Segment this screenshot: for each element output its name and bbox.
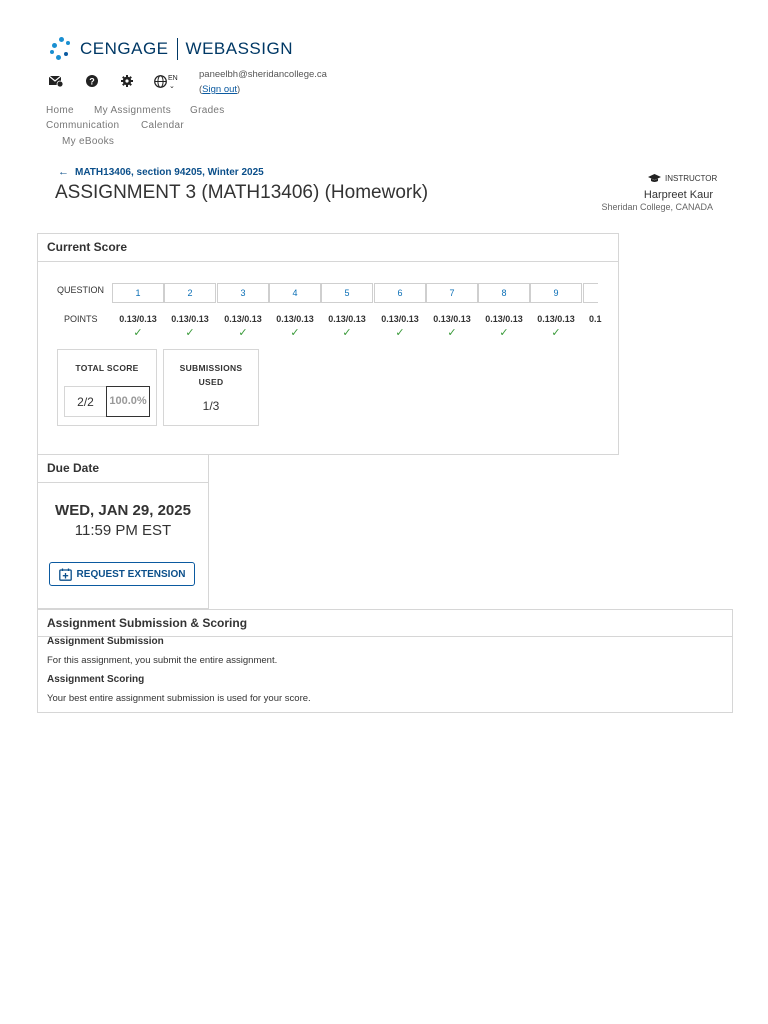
check-icon: ✓	[133, 327, 143, 339]
submissions-label-1: SUBMISSIONS	[179, 363, 243, 373]
language-code: EN	[168, 74, 178, 82]
submissions-box	[163, 349, 259, 426]
question-points: 0.13/0.13	[328, 314, 366, 324]
nav-grades[interactable]: Grades	[190, 105, 225, 116]
question-points: 0.13/0.13	[381, 314, 419, 324]
due-date-heading: Due Date	[38, 455, 208, 483]
question-10-link[interactable]	[583, 283, 598, 303]
due-date: WED, JAN 29, 2025	[55, 502, 191, 519]
nav-calendar[interactable]: Calendar	[141, 120, 184, 131]
sign-out-link[interactable]: Sign out	[202, 84, 238, 95]
check-icon: ✓	[499, 327, 509, 339]
instructor-label-text: INSTRUCTOR	[665, 174, 718, 183]
due-time: 11:59 PM EST	[74, 522, 172, 539]
language-selector[interactable]	[154, 73, 180, 89]
assignment-submission-heading: Assignment Submission	[47, 636, 164, 647]
logo-divider	[177, 38, 178, 60]
gear-icon[interactable]	[119, 73, 135, 89]
check-icon: ✓	[342, 327, 352, 339]
calendar-plus-icon	[59, 568, 72, 581]
question-4-link[interactable]: 4	[269, 283, 321, 303]
nav-home[interactable]: Home	[46, 105, 74, 116]
question-points: 0.13/0.13	[171, 314, 209, 324]
nav-my-assignments[interactable]: My Assignments	[94, 105, 172, 116]
question-6-link[interactable]: 6	[374, 283, 426, 303]
help-icon[interactable]	[84, 73, 100, 89]
submissions-value: 1/3	[202, 399, 220, 413]
mail-settings-icon[interactable]	[48, 73, 64, 89]
question-points: 0.13/0.13	[537, 314, 575, 324]
question-label: QUESTION	[57, 285, 105, 295]
assignment-submission-text: For this assignment, you submit the entire assignment.	[47, 655, 278, 666]
question-points: 0.13/0.13	[433, 314, 471, 324]
nav-communication[interactable]: Communication	[46, 120, 120, 131]
question-points: 0.1	[589, 314, 602, 324]
nav-my-ebooks[interactable]: My eBooks	[62, 136, 115, 147]
brand-webassign: WEBASSIGN	[185, 39, 293, 58]
brand-cengage: CENGAGE	[80, 39, 169, 58]
question-3-link[interactable]: 3	[217, 283, 269, 303]
arrow-left-icon: ←	[58, 166, 69, 178]
globe-icon	[154, 75, 167, 88]
page-title: ASSIGNMENT 3 (MATH13406) (Homework)	[55, 182, 429, 203]
question-points: 0.13/0.13	[119, 314, 157, 324]
svg-text:?: ?	[89, 76, 95, 87]
check-icon: ✓	[290, 327, 300, 339]
question-points: 0.13/0.13	[485, 314, 523, 324]
submissions-label-2: USED	[198, 377, 224, 387]
question-7-link[interactable]: 7	[426, 283, 478, 303]
cengage-webassign-logo[interactable]	[50, 37, 293, 61]
check-icon: ✓	[238, 327, 248, 339]
chevron-down-icon: ⌄	[169, 83, 175, 90]
question-2-link[interactable]: 2	[164, 283, 216, 303]
request-extension-button[interactable]	[49, 562, 195, 586]
sign-out: (Sign out)	[199, 84, 241, 95]
course-link[interactable]	[58, 166, 264, 178]
current-score-heading: Current Score	[38, 234, 618, 262]
question-1-link[interactable]: 1	[112, 283, 164, 303]
cengage-logo-icon	[50, 37, 74, 61]
question-points: 0.13/0.13	[224, 314, 262, 324]
submission-scoring-heading: Assignment Submission & Scoring	[38, 610, 732, 637]
question-5-link[interactable]: 5	[321, 283, 373, 303]
total-score-percent: 100.0%	[106, 386, 150, 417]
instructor-name: Harpreet Kaur	[643, 189, 713, 201]
check-icon: ✓	[185, 327, 195, 339]
course-link-label: MATH13406, section 94205, Winter 2025	[75, 166, 264, 178]
check-icon: ✓	[551, 327, 561, 339]
points-label: POINTS	[64, 314, 98, 324]
instructor-school: Sheridan College, CANADA	[601, 202, 713, 212]
assignment-scoring-text: Your best entire assignment submission is used for your score.	[47, 693, 311, 704]
question-9-link[interactable]: 9	[530, 283, 582, 303]
request-extension-label: REQUEST EXTENSION	[76, 568, 186, 580]
total-score-value: 2/2	[64, 386, 107, 417]
graduation-cap-icon	[648, 174, 661, 183]
user-email: paneelbh@sheridancollege.ca	[199, 69, 327, 80]
assignment-scoring-heading: Assignment Scoring	[47, 674, 145, 685]
instructor-label	[648, 174, 717, 183]
question-points: 0.13/0.13	[276, 314, 314, 324]
total-score-label: TOTAL SCORE	[75, 363, 139, 373]
check-icon: ✓	[447, 327, 457, 339]
check-icon: ✓	[395, 327, 405, 339]
question-8-link[interactable]: 8	[478, 283, 530, 303]
